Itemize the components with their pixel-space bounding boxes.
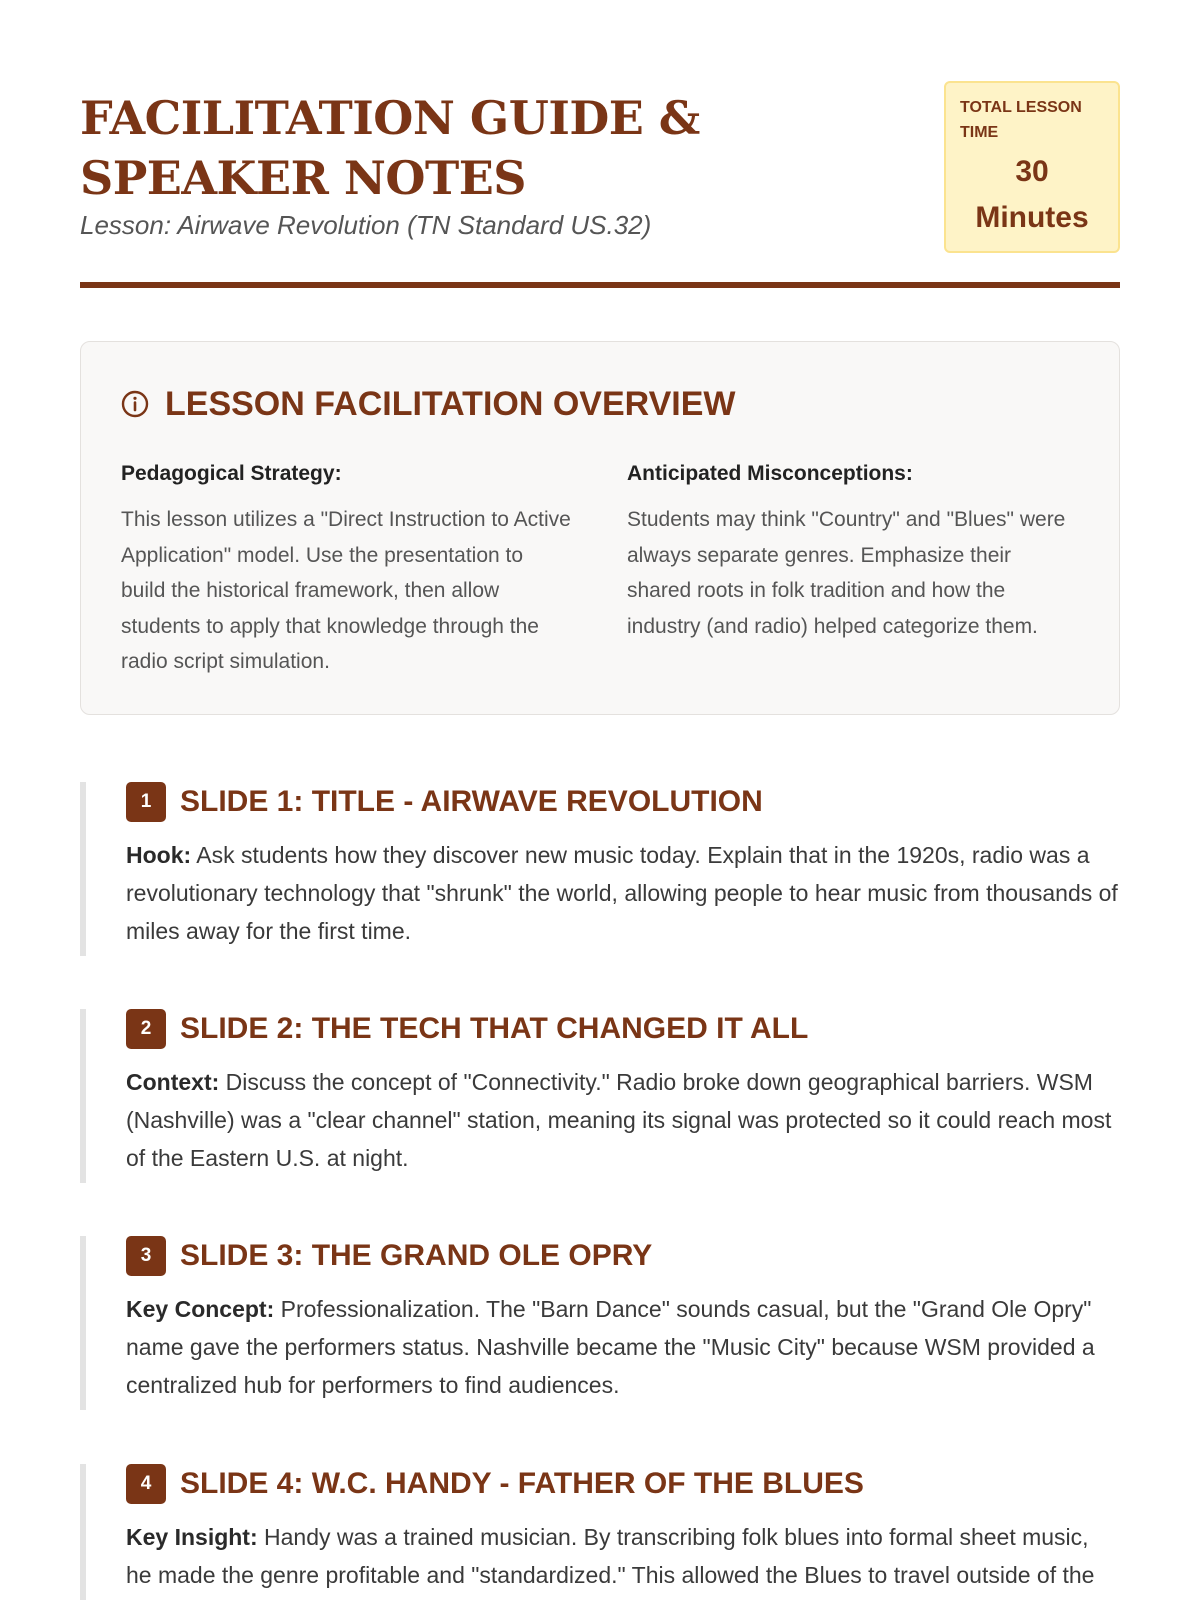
slide-note-text bbox=[126, 836, 1120, 950]
slide-note-2 bbox=[80, 1009, 1120, 1183]
slide-title: SLIDE 4: W.C. HANDY - FATHER OF THE BLUES bbox=[180, 1467, 864, 1500]
slide-note-1 bbox=[80, 782, 1120, 956]
overview-title: LESSON FACILITATION OVERVIEW bbox=[165, 385, 736, 423]
misconceptions-text: Students may think "Country" and "Blues" were always separate genres. Emphasize their shared roots in folk tradition and how the industry (and radio) helped categorize them. bbox=[627, 508, 1066, 638]
page-title: FACILITATION GUIDE & SPEAKER NOTES bbox=[80, 91, 700, 205]
note-body: Handy was a trained musician. By transcribing folk blues into formal sheet music, he made the genre profitable and "standardized." This allowed the Blues to travel outside of the bbox=[126, 1524, 1095, 1588]
slide-number-badge: 2 bbox=[126, 1009, 166, 1049]
overview-heading bbox=[121, 384, 735, 424]
misconceptions-section bbox=[627, 460, 1077, 644]
slide-note-text bbox=[126, 1063, 1120, 1177]
facilitation-overview-card bbox=[80, 341, 1120, 715]
pedagogical-strategy-section bbox=[121, 460, 571, 680]
strategy-text: This lesson utilizes a "Direct Instruction to Active Application" model. Use the presentation to build the historical framework, then allow students to apply that knowledge through the radio script simulation. bbox=[121, 508, 571, 673]
slide-number-badge: 4 bbox=[126, 1464, 166, 1504]
slide-note-text bbox=[126, 1290, 1120, 1404]
total-time-label: TOTAL LESSON TIME bbox=[960, 99, 1082, 141]
slide-title: SLIDE 1: TITLE - AIRWAVE REVOLUTION bbox=[180, 785, 763, 818]
slide-note-4 bbox=[80, 1464, 1120, 1600]
note-label: Context: bbox=[126, 1069, 220, 1095]
slide-note-3 bbox=[80, 1236, 1120, 1410]
misconceptions-heading: Anticipated Misconceptions: bbox=[627, 462, 913, 485]
total-time-value: 30 Minutes bbox=[975, 155, 1089, 234]
note-label: Key Insight: bbox=[126, 1524, 258, 1550]
note-body: Discuss the concept of "Connectivity." Radio broke down geographical barriers. WSM (Nashville) was a "clear channel" station, meaning its signal was protected so it could reach most of the Eastern U.S. at night. bbox=[126, 1069, 1112, 1171]
note-body: Professionalization. The "Barn Dance" sounds casual, but the "Grand Ole Opry" name gave the performers status. Nashville became the "Music City" because WSM provided a centralized hub for performers to find audiences. bbox=[126, 1296, 1095, 1398]
strategy-heading: Pedagogical Strategy: bbox=[121, 462, 342, 485]
note-label: Key Concept: bbox=[126, 1296, 275, 1322]
note-label: Hook: bbox=[126, 842, 192, 868]
facilitation-guide-page bbox=[80, 0, 1120, 1588]
note-body: Ask students how they discover new music today. Explain that in the 1920s, radio was a revolutionary technology that "shrunk" the world, allowing people to hear music from thousands of miles away for the first time. bbox=[126, 842, 1118, 944]
total-time-box bbox=[944, 81, 1120, 253]
slide-number-badge: 3 bbox=[126, 1236, 166, 1276]
slide-title: SLIDE 2: THE TECH THAT CHANGED IT ALL bbox=[180, 1012, 809, 1045]
document-header bbox=[80, 0, 1120, 288]
lesson-subtitle: Lesson: Airwave Revolution (TN Standard US.32) bbox=[80, 210, 652, 240]
slide-note-text bbox=[126, 1518, 1120, 1594]
slide-title: SLIDE 3: THE GRAND OLE OPRY bbox=[180, 1239, 653, 1272]
slide-number-badge: 1 bbox=[126, 782, 166, 822]
info-icon bbox=[121, 390, 149, 418]
